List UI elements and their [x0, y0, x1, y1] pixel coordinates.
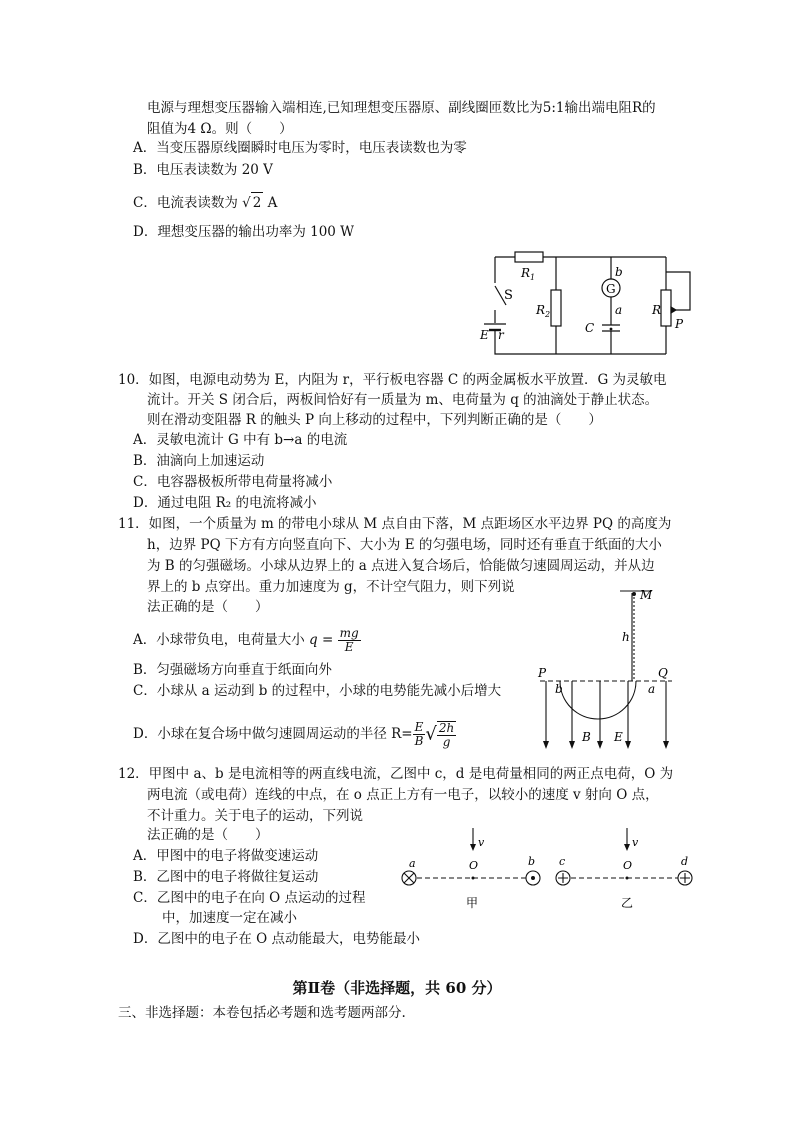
field-diagram [530, 585, 680, 755]
circuit-g-label: G [606, 282, 616, 296]
q10-option-a: A．灵敏电流计 G 中有 b→a 的电流 [133, 432, 348, 448]
oil-drop [610, 328, 613, 331]
circuit-r2-label [535, 303, 550, 319]
fig11-h-label: h [622, 630, 630, 644]
q11-option-a-var: q [309, 632, 318, 648]
fig12-jia-caption: 甲 [466, 896, 479, 910]
q12-option-d: D．乙图中的电子在 O 点动能最大，电势能最小 [133, 931, 420, 947]
circuit-b-label: b [615, 265, 623, 279]
q9-option-c-radicand: 2 [251, 192, 264, 213]
circuit-r1-label [520, 266, 535, 282]
charge-current-diagram [395, 825, 710, 910]
q10-option-c: C．电容器极板所带电荷量将减小 [133, 474, 333, 490]
circuit-r2-sub: 2 [545, 310, 551, 319]
q9-option-c [133, 192, 277, 213]
q11-option-b: B．匀强磁场方向垂直于纸面向外 [133, 662, 332, 678]
fig12-a-label: a [409, 857, 416, 870]
fig12-o-label-left: O [469, 859, 479, 872]
circuit-p-label: P [675, 317, 684, 331]
fig12-b-label: b [528, 855, 536, 868]
circuit-diagram [470, 248, 700, 363]
fig11-m-label: M [640, 588, 653, 602]
q12-option-c-line1: C．乙图中的电子在向 O 点运动的过程 [133, 890, 366, 906]
q11-option-d-fraction [413, 721, 426, 748]
circuit-r-label: R [652, 303, 662, 317]
q11-option-a-numerator: mg [339, 626, 359, 640]
circuit-r-internal-label: r [498, 328, 504, 342]
section-instruction: 三、非选择题：本卷包括必考题和选考题两部分. [118, 1005, 406, 1021]
q10-stem-line2: 流计。开关 S 闭合后，两板间恰好有一质量为 m、电荷量为 q 的油滴处于静止状态。 [147, 392, 659, 408]
q10-option-b: B．油滴向上加速运动 [133, 453, 265, 469]
q11-option-a-equals: = [317, 632, 338, 648]
q11-stem-line5: 法正确的是（ ） [147, 599, 269, 615]
circuit-r1-sub: 1 [530, 273, 536, 282]
q9-option-d: D．理想变压器的输出功率为 100 W [133, 224, 355, 240]
q9-option-b: B．电压表读数为 20 V [133, 162, 273, 178]
fig12-d-label: d [681, 855, 689, 868]
q11-option-d [133, 720, 456, 749]
q12-stem-line1: 12．甲图中 a、b 是电流相等的两直线电流，乙图中 c，d 是电荷量相同的两正点电荷，O 为 [118, 766, 674, 782]
q12-option-b: B．乙图中的电子将做往复运动 [133, 869, 319, 885]
q11-stem-line4: 界上的 b 点穿出。重力加速度为 g，不计空气阻力，则下列说 [147, 579, 515, 595]
q12-stem-line4: 法正确的是（ ） [147, 827, 269, 843]
fig11-e-field-label: E [614, 730, 623, 744]
fig12-v-label-right: v [632, 836, 639, 849]
q12-stem-line3: 不计重力。关于电子的运动，下列说 [147, 808, 363, 824]
fig11-q-label: Q [658, 666, 668, 680]
fig12-c-label: c [559, 855, 566, 868]
q11-option-a-fraction [338, 627, 361, 654]
q11-option-d-denominator: B [414, 734, 424, 748]
q11-option-d-prefix: D．小球在复合场中做匀速圆周运动的半径 R= [133, 726, 413, 742]
q11-option-d-numerator: E [413, 721, 426, 735]
fig11-b-field-label: B [582, 730, 591, 744]
q11-option-d-radical [437, 721, 456, 749]
q11-option-d-radical-numerator: 2h [438, 720, 455, 735]
q11-stem-line1: 11．如图，一个质量为 m 的带电小球从 M 点自由下落，M 点距场区水平边界 PQ 的高度为 [118, 516, 672, 532]
q9-stem-line1: 电源与理想变压器输入端相连,已知理想变压器原、副线圈匝数比为5:1输出端电阻R的 [147, 100, 656, 116]
fig11-p-label: P [538, 666, 547, 680]
q11-option-a [133, 627, 361, 654]
q12-option-a: A．甲图中的电子将做变速运动 [133, 848, 319, 864]
q11-stem-line3: 为 B 的匀强磁场。小球从边界上的 a 点进入复合场后，恰能做匀速圆周运动，并从边 [147, 558, 655, 574]
q11-option-a-prefix: A．小球带负电，电荷量大小 [133, 632, 310, 648]
q10-stem-line1: 10．如图，电源电动势为 E，内阻为 r，平行板电容器 C 的两金属板水平放置．G 为灵敏电 [118, 372, 667, 388]
q11-stem-line2: h，边界 PQ 下方有方向竖直向下、大小为 E 的匀强电场，同时还有垂直于纸面的大小 [147, 537, 662, 553]
sqrt-sign-icon: √ [242, 195, 251, 211]
q12-stem-line2: 两电流（或电荷）连线的中点，在 o 点正上方有一电子，以较小的速度 v 射向 O 点， [147, 787, 659, 803]
q10-option-d: D．通过电阻 R₂ 的电流将减小 [133, 495, 317, 511]
q9-option-c-suffix: A [263, 195, 278, 211]
fig11-b-point-label: b [555, 682, 563, 696]
section-title: 第Ⅱ卷（非选择题，共 60 分） [292, 979, 502, 997]
circuit-switch-label: S [504, 288, 513, 303]
circuit-a-label: a [615, 303, 623, 317]
circuit-r1-letter: R [521, 266, 531, 280]
q10-stem-line3: 则在滑动变阻器 R 的触头 P 向上移动的过程中，下列判断正确的是（ ） [147, 412, 602, 428]
circuit-c-label: C [585, 321, 595, 335]
fig12-yi-caption: 乙 [621, 896, 634, 910]
fig11-a-point-label: a [648, 682, 656, 696]
q12-option-c-line2: 中，加速度一定在减小 [162, 910, 297, 926]
q9-stem-line2: 阻值为4 Ω。则（ ） [147, 121, 293, 137]
q9-option-c-prefix: C．电流表读数为 [133, 195, 243, 211]
sqrt-sign-icon: √ [425, 723, 437, 745]
circuit-r2-letter: R [536, 303, 546, 317]
fig12-v-label-left: v [478, 836, 485, 849]
q11-option-c: C．小球从 a 运动到 b 的过程中，小球的电势能先减小后增大 [133, 683, 502, 699]
q9-option-a: A．当变压器原线圈瞬时电压为零时，电压表读数也为零 [133, 140, 467, 156]
q11-option-a-denominator: E [344, 640, 354, 654]
q11-option-d-radical-denominator: g [442, 734, 451, 749]
circuit-e-label: E [480, 328, 489, 342]
fig12-o-label-right: O [623, 859, 633, 872]
